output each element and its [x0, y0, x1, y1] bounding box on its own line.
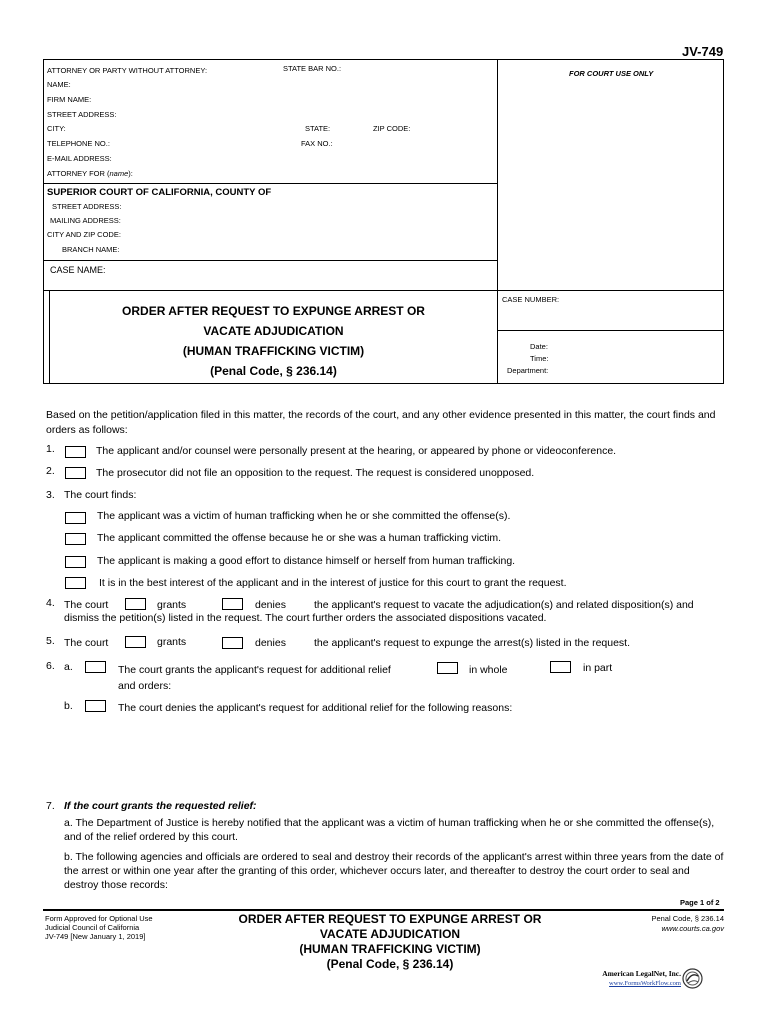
item6b-checkbox[interactable]: [85, 700, 106, 712]
item6-number: 6.: [46, 660, 55, 672]
item7-number: 7.: [46, 800, 55, 812]
item4-denies: denies: [255, 599, 286, 611]
footer-rule: [43, 909, 724, 911]
item5-rest: the applicant's request to expunge the arrest(s) listed in the request.: [314, 637, 631, 649]
case-name-label: CASE NAME:: [50, 265, 106, 275]
date-label: Date:: [530, 342, 548, 351]
court-branch-label: BRANCH NAME:: [62, 245, 120, 254]
item5-number: 5.: [46, 635, 55, 647]
attorney-label: ATTORNEY OR PARTY WITHOUT ATTORNEY:: [47, 66, 208, 75]
form-title: [50, 301, 497, 381]
item7b-text: b. The following agencies and officials are ordered to seal and destroy their records of the applicant's arrest within three years from the date of the arrest or within one year after the granting of this order, whichever occurs later, and thereafter to destroy the court order to seal and destroy those records:: [64, 851, 724, 891]
footer-title-line-3: (HUMAN TRAFFICKING VICTIM): [299, 942, 481, 956]
court-title: SUPERIOR COURT OF CALIFORNIA, COUNTY OF: [47, 187, 272, 198]
footer-title-line-2: VACATE ADJUDICATION: [319, 927, 461, 941]
court-use-label: FOR COURT USE ONLY: [569, 69, 654, 78]
item4-number: 4.: [46, 597, 55, 609]
city-label: CITY:: [47, 124, 66, 133]
page-number: Page 1 of 2: [680, 898, 720, 907]
item5-denies: denies: [255, 637, 286, 649]
footer-left: [45, 914, 153, 941]
form-id: JV-749: [682, 44, 724, 59]
american-legalnet-logo: [585, 966, 703, 994]
item2-checkbox[interactable]: [65, 467, 86, 479]
time-label: Time:: [530, 354, 549, 363]
title-line-1: ORDER AFTER REQUEST TO EXPUNGE ARREST OR: [122, 304, 425, 318]
footer-courts-url[interactable]: www.courts.ca.gov: [661, 924, 724, 933]
fax-label: FAX NO.:: [301, 139, 333, 148]
title-line-4: (Penal Code, § 236.14): [210, 364, 337, 378]
dept-label: Department:: [507, 366, 549, 375]
finding2-text: The applicant committed the offense because he or she was a human trafficking victim.: [97, 532, 502, 544]
case-number-label: CASE NUMBER:: [502, 295, 560, 304]
logo-name: American LegalNet, Inc.: [602, 969, 681, 978]
court-cityzip-label: CITY AND ZIP CODE:: [47, 230, 121, 239]
item2-number: 2.: [46, 465, 55, 477]
firm-label: FIRM NAME:: [47, 95, 92, 104]
item6a-part: in part: [583, 662, 613, 674]
state-bar-label: STATE BAR NO.:: [283, 64, 342, 73]
state-label: STATE:: [305, 124, 331, 133]
item6a-checkbox[interactable]: [85, 661, 106, 673]
court-mailing-label: MAILING ADDRESS:: [50, 216, 121, 225]
phone-label: TELEPHONE NO.:: [47, 139, 110, 148]
footer-left-line-2: Judicial Council of California: [45, 923, 140, 932]
footer-title-line-1: ORDER AFTER REQUEST TO EXPUNGE ARREST OR: [238, 912, 542, 926]
footer-left-line-3: JV-749 [New January 1, 2019]: [45, 932, 146, 941]
divider-casename: [43, 290, 724, 291]
zip-label: ZIP CODE:: [373, 124, 411, 133]
item4-line2: dismiss the petition(s) listed in the request. The court further orders the associated dispositions vacated.: [64, 612, 547, 624]
item4-grants: grants: [157, 599, 187, 611]
caption-divider: [497, 59, 498, 384]
finding1-checkbox[interactable]: [65, 512, 86, 524]
item6a-text: The court grants the applicant's request for additional relief: [118, 664, 391, 676]
item1-checkbox[interactable]: [65, 446, 86, 458]
item5-denies-checkbox[interactable]: [222, 637, 243, 649]
item7a-text: a. The Department of Justice is hereby notified that the applicant was a victim of human trafficking when he or she committed the offense(s), and of the relief ordered by this court.: [64, 817, 715, 843]
item6a-whole: in whole: [469, 664, 508, 676]
finding1-text: The applicant was a victim of human trafficking when he or she committed the offense(s).: [97, 510, 511, 522]
item6a-part-checkbox[interactable]: [550, 661, 571, 673]
item4-denies-checkbox[interactable]: [222, 598, 243, 610]
footer-title: [215, 912, 565, 972]
divider-casenumber: [497, 330, 724, 331]
footer-title-line-4: (Penal Code, § 236.14): [326, 957, 454, 971]
item3-text: The court finds:: [64, 489, 137, 501]
finding4-checkbox[interactable]: [65, 577, 86, 589]
item6a-line2: and orders:: [118, 680, 172, 692]
logo-globe-icon: [682, 968, 703, 989]
item1-number: 1.: [46, 443, 55, 455]
item4-rest: the applicant's request to vacate the adjudication(s) and related disposition(s) and: [314, 599, 694, 611]
item4-grants-checkbox[interactable]: [125, 598, 146, 610]
title-line-2: VACATE ADJUDICATION: [203, 324, 344, 338]
item2-text: The prosecutor did not file an opposition to the request. The request is considered unopposed.: [96, 467, 535, 479]
footer-right: [620, 914, 724, 934]
item5-court: The court: [64, 637, 109, 649]
email-label: E-MAIL ADDRESS:: [47, 154, 112, 163]
item5-grants: grants: [157, 636, 187, 648]
name-label: NAME:: [47, 80, 71, 89]
logo-url[interactable]: www.FormsWorkFlow.com: [609, 980, 681, 987]
court-street-label: STREET ADDRESS:: [52, 202, 122, 211]
finding3-text: The applicant is making a good effort to distance himself or herself from human trafficking.: [97, 555, 516, 567]
item6a-whole-checkbox[interactable]: [437, 662, 458, 674]
finding4-text: It is in the best interest of the applicant and in the interest of justice for this court to grant the request.: [99, 577, 567, 589]
item5-grants-checkbox[interactable]: [125, 636, 146, 648]
intro-text: Based on the petition/application filed in this matter, the records of the court, and any other evidence presented in this matter, the court finds and orders as follows:: [46, 409, 716, 436]
item6a-letter: a.: [64, 661, 73, 673]
item4-court: The court: [64, 599, 109, 611]
item1-text: The applicant and/or counsel were personally present at the hearing, or appeared by phone or videoconference.: [96, 445, 617, 457]
item7-heading: If the court grants the requested relief:: [64, 800, 257, 812]
street-label: STREET ADDRESS:: [47, 110, 117, 119]
item6b-letter: b.: [64, 700, 73, 712]
divider-court: [43, 260, 498, 261]
finding2-checkbox[interactable]: [65, 533, 86, 545]
footer-left-line-1: Form Approved for Optional Use: [45, 914, 153, 923]
title-line-3: (HUMAN TRAFFICKING VICTIM): [182, 344, 365, 358]
attorney-for-label: ATTORNEY FOR (name):: [47, 169, 133, 178]
footer-penal-code: Penal Code, § 236.14: [651, 914, 724, 923]
finding3-checkbox[interactable]: [65, 556, 86, 568]
divider-attorney: [43, 183, 498, 184]
item3-number: 3.: [46, 489, 55, 501]
item6b-text: The court denies the applicant's request for additional relief for the following reasons:: [118, 702, 513, 714]
